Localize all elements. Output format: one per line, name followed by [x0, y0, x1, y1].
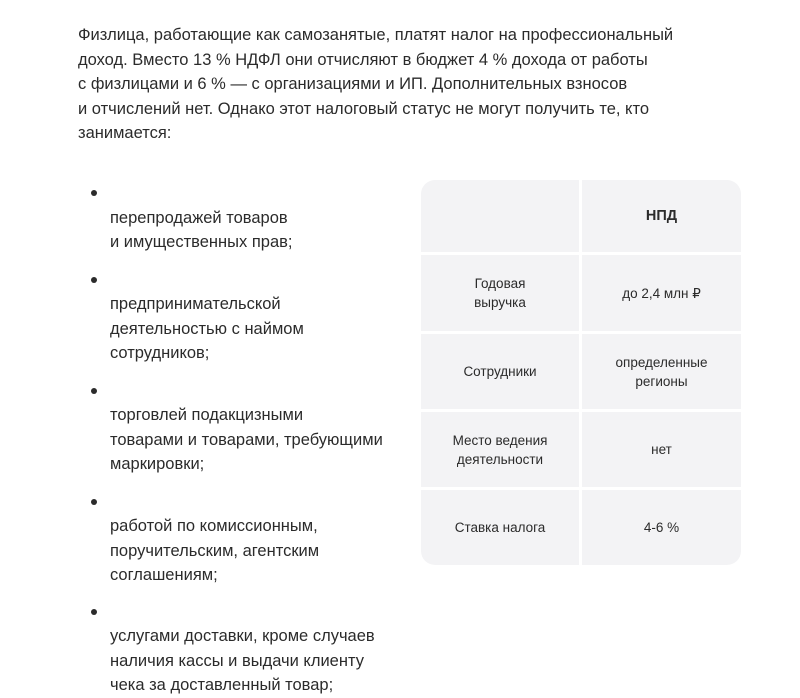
list-item [88, 490, 408, 588]
table-row-value: 4-6 % [643, 520, 680, 535]
bullet-icon [91, 499, 97, 505]
bullet-icon [91, 277, 97, 283]
list-item-text: предпринимательской деятельностью с наймом сотрудников; [110, 295, 304, 362]
table-row-label: Сотрудники [463, 364, 537, 379]
table-row-label: Место ведения деятельности [452, 432, 548, 467]
bullet-icon [91, 609, 97, 615]
intro-line: с физлицами и 6 % — с организациями и ИП. Дополнительных взносов [78, 75, 628, 93]
list-item-text: торговлей подакцизными товарами и товарами, требующими маркировки; [110, 406, 383, 473]
list-item [88, 600, 408, 698]
intro-line: Физлица, работающие как самозанятые, платят налог на профессиональный [78, 26, 674, 44]
list-item-text: работой по комиссионным, поручительским, агентским соглашениям; [110, 517, 320, 584]
table-row-value: определенные регионы [615, 354, 708, 389]
table-header-empty [421, 180, 579, 252]
restrictions-list [88, 181, 408, 698]
list-item-text: услугами доставки, кроме случаев наличия кассы и выдачи клиенту чека за доставленный товар; [110, 627, 375, 694]
bullet-icon [91, 190, 97, 196]
intro-paragraph [78, 23, 718, 146]
table-row-label: Годовая выручка [474, 276, 526, 310]
intro-line: занимается: [78, 124, 172, 142]
comparison-table [421, 180, 741, 565]
list-item [88, 181, 408, 255]
table-row-label: Ставка налога [454, 520, 546, 535]
table-header-npd: НПД [645, 207, 678, 224]
list-item [88, 379, 408, 477]
intro-line: и отчислений нет. Однако этот налоговый статус не могут получить те, кто [78, 99, 650, 118]
intro-line: доход. Вместо 13 % НДФЛ они отчисляют в бюджет 4 % дохода от работы [78, 50, 648, 69]
table-row-value: нет [651, 442, 672, 457]
list-item [88, 268, 408, 366]
list-item-text: перепродажей товаров и имущественных прав; [110, 208, 293, 251]
bullet-icon [91, 388, 97, 394]
table-row-value: до 2,4 млн ₽ [622, 285, 701, 301]
